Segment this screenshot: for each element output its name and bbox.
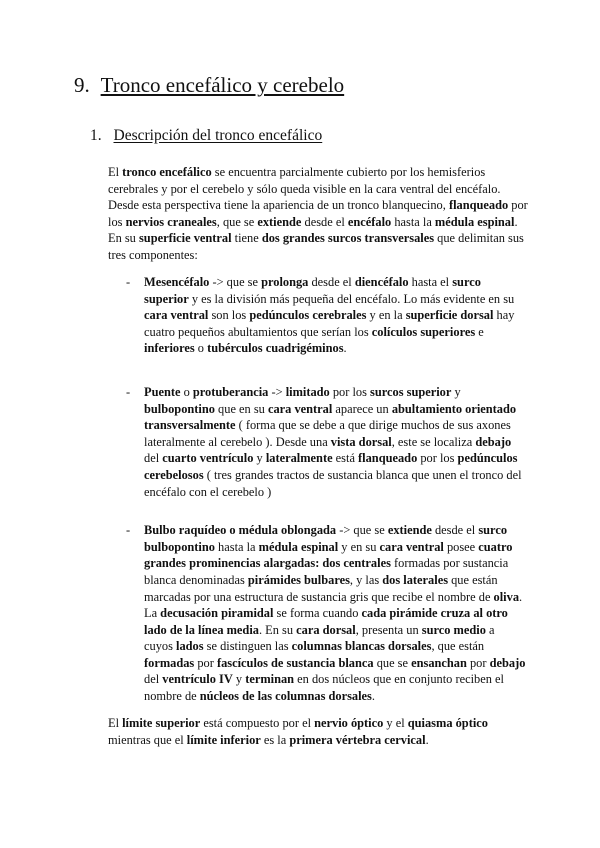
text-run: desde el — [301, 214, 348, 229]
list-item-text — [144, 385, 522, 499]
bold-term: limitado — [285, 384, 330, 399]
text-run: hasta la — [391, 214, 435, 229]
bold-term: Puente — [144, 384, 181, 399]
bold-term: Mesencéfalo — [144, 275, 210, 289]
bold-term: encéfalo — [347, 214, 392, 229]
bold-term: superficie ventral — [138, 231, 232, 246]
bold-term: extiende — [387, 523, 432, 538]
text-run: . — [425, 732, 429, 747]
bold-term: tubérculos cuadrigéminos — [207, 341, 344, 356]
text-run: -> — [268, 384, 286, 399]
text-run: está compuesto por el — [200, 716, 315, 730]
closing-paragraph — [108, 715, 530, 748]
text-run: en dos núcleos que en conjunto reciben el nombre de — [144, 672, 504, 704]
bold-term: flanqueado — [358, 451, 418, 466]
text-run: . En su — [258, 622, 297, 637]
text-run: del — [144, 672, 163, 687]
bold-term: pedúnculos cerebrales — [249, 308, 367, 323]
section-heading — [74, 70, 344, 100]
bold-term: surco superior — [144, 275, 481, 306]
text-run: o — [180, 384, 193, 399]
bold-term: nervios craneales — [125, 214, 217, 229]
bold-term: núcleos de las columnas dorsales — [199, 689, 372, 704]
bold-term: surco medio — [421, 622, 486, 637]
bold-term: vista dorsal — [330, 434, 392, 449]
text-run: -> que se — [209, 275, 262, 289]
bold-term: quiasma óptico — [407, 716, 488, 730]
bold-term: columnas blancas dorsales — [291, 639, 432, 654]
text-run: y — [451, 384, 461, 399]
text-run: posee — [443, 539, 479, 554]
text-run: y el — [383, 716, 408, 730]
list-item-puente — [126, 384, 526, 500]
text-run: e — [475, 324, 484, 339]
text-run: y es la división más pequeña del encéfalo. Lo más evidente en su — [188, 291, 515, 306]
bold-term: terminan — [245, 672, 295, 687]
list-bullet: - — [126, 275, 131, 289]
bold-term: primera vértebra cervical — [289, 732, 426, 747]
text-run: formadas por sustancia blanca denominadas — [144, 556, 509, 587]
bold-term: médula espinal — [258, 539, 339, 554]
bold-term: bulbopontino — [144, 401, 215, 416]
bold-term: debajo — [475, 434, 512, 449]
text-run: , que están — [431, 639, 485, 654]
bold-term: colículos superiores — [371, 324, 476, 339]
text-run: que delimitan sus tres componentes: — [108, 231, 524, 262]
subsection-number: 1. — [90, 127, 102, 144]
text-run: aparece un — [332, 401, 392, 416]
text-run: . La — [144, 589, 523, 621]
text-run: ( forma que se debe a que dirige muchos de sus axones lateralmente al cerebelo ). Desde una — [144, 418, 511, 449]
text-run: hay cuatro pequeños abultamientos que serían los — [144, 308, 515, 339]
text-run: o — [194, 341, 208, 356]
text-run: , que se — [216, 214, 258, 229]
bold-term: cara ventral — [267, 401, 333, 416]
text-run: El — [108, 716, 123, 730]
list-bullet: - — [126, 523, 131, 538]
bold-term: cuarto ventrículo — [162, 451, 254, 466]
list-item-text — [144, 523, 525, 703]
section-number: 9. — [74, 73, 90, 97]
text-run: que se — [373, 655, 412, 670]
component-list — [126, 274, 526, 705]
text-run: . — [343, 341, 347, 356]
bold-term: prolonga — [261, 275, 309, 289]
bold-term: fascículos de sustancia blanca — [216, 655, 374, 670]
text-run: y — [232, 672, 246, 687]
section-title: Tronco encefálico y cerebelo — [100, 73, 345, 97]
text-run: ( tres grandes tractos de sustancia blanca que unen el tronco del encéfalo con el cerebelo ) — [144, 467, 522, 499]
text-run: se distinguen las — [203, 639, 292, 654]
text-run: que en su — [214, 401, 268, 416]
bold-term: médula espinal — [434, 214, 515, 229]
bold-term: abultamiento orientado transversalmente — [144, 401, 517, 433]
text-run: desde el — [431, 523, 479, 538]
text-run: y en la — [366, 308, 406, 323]
text-run: . En su — [108, 214, 518, 246]
text-run: , este se localiza — [391, 434, 476, 449]
bold-term: inferiores — [144, 341, 195, 356]
bold-term: lados — [176, 639, 204, 654]
bold-term: límite inferior — [186, 732, 261, 747]
bold-term: dos grandes surcos transversales — [261, 231, 435, 246]
bold-term: Bulbo raquídeo o médula oblongada — [144, 523, 337, 538]
bold-term: cara ventral — [379, 539, 444, 554]
text-run: por los — [417, 451, 458, 466]
bold-term: debajo — [489, 655, 526, 670]
bold-term: cuatro grandes prominencias alargadas: dos centrales — [144, 539, 513, 571]
bold-term: oliva — [493, 589, 520, 604]
bold-term: cara dorsal — [296, 622, 356, 637]
bold-term: cara ventral — [144, 308, 209, 323]
text-run: mientras que el — [108, 732, 187, 747]
text-run: hasta la — [214, 539, 259, 554]
text-run: por los — [329, 384, 371, 399]
list-bullet: - — [126, 384, 131, 399]
text-run: a cuyos — [144, 622, 495, 654]
bold-term: lateralmente — [265, 451, 333, 466]
text-run: y — [253, 451, 266, 466]
list-item-bulbo — [126, 522, 526, 705]
bold-term: superficie dorsal — [405, 308, 494, 323]
text-run: es la — [260, 732, 290, 747]
text-run: tiene — [231, 231, 262, 246]
text-run: está — [332, 451, 359, 466]
text-run: por los — [108, 198, 528, 229]
bold-term: tronco encefálico — [122, 165, 212, 179]
bold-term: nervio óptico — [314, 716, 384, 730]
text-run: y en su — [338, 539, 380, 554]
text-run: por — [194, 655, 217, 670]
text-run: , presenta un — [355, 622, 422, 637]
list-item-text — [144, 275, 514, 355]
bold-term: dos laterales — [382, 572, 449, 587]
text-run: . — [371, 689, 375, 704]
text-run: -> que se — [336, 523, 388, 538]
text-run: se forma cuando — [273, 606, 362, 621]
bold-term: cada pirámide cruza al otro lado de la línea media — [144, 606, 508, 637]
list-item-mesencefalo — [126, 274, 526, 357]
bold-term: ensanchan — [411, 655, 467, 670]
bold-term: límite superior — [122, 716, 201, 730]
bold-term: surco bulbopontino — [144, 523, 508, 554]
text-run: desde el — [308, 275, 355, 289]
intro-paragraph — [108, 164, 530, 264]
subsection-heading — [90, 126, 322, 146]
bold-term: diencéfalo — [354, 275, 409, 289]
bold-term: protuberancia — [192, 384, 269, 399]
bold-term: extiende — [257, 214, 302, 229]
text-run: que están marcadas por una estructura de sustancia gris que recibe el nombre de — [144, 572, 498, 604]
text-run: hasta el — [408, 275, 453, 289]
text-run: por — [466, 655, 490, 670]
bold-term: pedúnculos cerebelosos — [144, 451, 518, 482]
subsection-title: Descripción del tronco encefálico — [113, 127, 323, 144]
text-run: son los — [208, 308, 250, 323]
text-run: del — [144, 451, 163, 466]
bold-term: surcos superior — [370, 384, 452, 399]
bold-term: decusación piramidal — [160, 606, 274, 621]
text-run: , y las — [349, 572, 383, 587]
text-run: El — [108, 165, 123, 179]
bold-term: flanqueado — [448, 198, 509, 213]
bold-term: ventrículo IV — [162, 672, 233, 687]
bold-term: pirámides bulbares — [247, 572, 350, 587]
text-run: se encuentra parcialmente cubierto por los hemisferios cerebrales y por el cerebelo y sólo queda visible en la cara ventral del encéfalo. Desde esta perspectiva tiene la apariencia de un tronco blanquecino, — [108, 165, 501, 213]
bold-term: formadas — [144, 655, 195, 670]
